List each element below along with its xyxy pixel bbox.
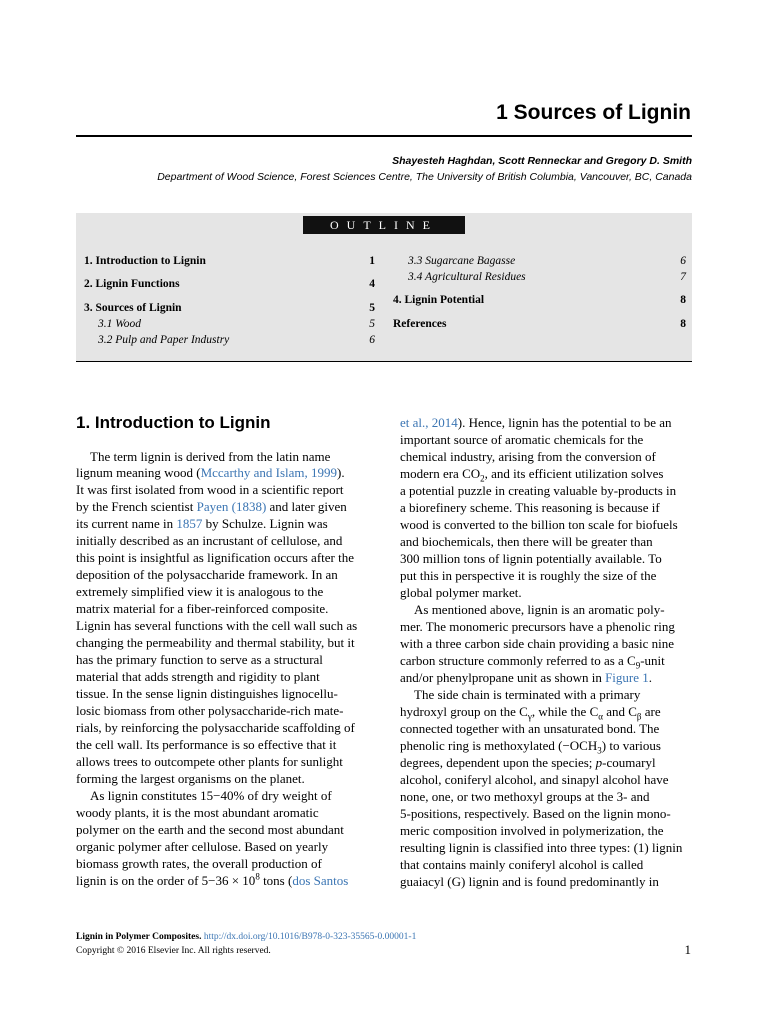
body-line: As lignin constitutes 15−40% of dry weight of bbox=[90, 788, 332, 803]
body-line: chemical industry, arising from the conversion of bbox=[400, 449, 656, 464]
copyright: Copyright © 2016 Elsevier Inc. All rights reserved. bbox=[76, 946, 271, 956]
outline-box bbox=[76, 213, 692, 362]
body-line: tissue. In the sense lignin distinguishes lignocellu- bbox=[76, 686, 338, 701]
outline-item[interactable]: 4. Lignin Potential bbox=[393, 294, 485, 306]
citation-link[interactable]: et al., 2014 bbox=[400, 415, 458, 430]
body-line: The term lignin is derived from the latin name bbox=[90, 449, 331, 464]
outline-page: 6 bbox=[369, 334, 375, 346]
body-line: meric composition involved in polymerization, the bbox=[400, 823, 664, 838]
figure-link[interactable]: Figure 1 bbox=[605, 670, 649, 685]
outline-item[interactable]: 3. Sources of Lignin bbox=[84, 302, 182, 314]
outline-page: 8 bbox=[680, 318, 686, 330]
outline-page: 1 bbox=[369, 255, 375, 267]
body-line: et al., 2014). Hence, lignin has the potential to be an bbox=[400, 415, 672, 430]
body-line: organic polymer after cellulose. Based on yearly bbox=[76, 839, 329, 854]
citation-link[interactable]: dos Santos bbox=[292, 873, 349, 888]
outline-label: OUTLINE bbox=[303, 216, 465, 234]
body-line: degrees, dependent upon the species; p-coumaryl bbox=[400, 755, 656, 770]
body-line: mer. The monomeric precursors have a phenolic ring bbox=[400, 619, 675, 634]
body-line: rials, by reinforcing the polysaccharide scaffolding of bbox=[76, 720, 355, 735]
body-line: the cell wall. Its performance is so effective that it bbox=[76, 737, 337, 752]
body-line: has the primary function to serve as a structural bbox=[76, 652, 323, 667]
authors: Shayesteh Haghdan, Scott Renneckar and Gregory D. Smith bbox=[392, 155, 692, 167]
body-line: changing the permeability and thermal stability, but it bbox=[76, 635, 355, 650]
outline-item[interactable]: References bbox=[393, 318, 447, 330]
body-line: alcohol, coniferyl alcohol, and sinapyl alcohol have bbox=[400, 772, 669, 787]
section-heading: 1. Introduction to Lignin bbox=[76, 413, 271, 432]
page-number: 1 bbox=[684, 942, 691, 957]
body-line: global polymer market. bbox=[400, 585, 522, 600]
outline-page: 6 bbox=[680, 255, 686, 267]
body-line: wood is converted to the billion ton scale for biofuels bbox=[400, 517, 678, 532]
body-line: by the French scientist Payen (1838) and later given bbox=[76, 499, 347, 514]
body-line: allows trees to outcompete other plants for sunlight bbox=[76, 754, 343, 769]
outline-page: 7 bbox=[680, 271, 686, 283]
body-line: forming the largest organisms on the planet. bbox=[76, 771, 305, 786]
affiliation: Department of Wood Science, Forest Sciences Centre, The University of British Columbia, Vancouver, BC, Canada bbox=[157, 171, 692, 183]
doi-link[interactable]: http://dx.doi.org/10.1016/B978-0-323-35565-0.00001-1 bbox=[203, 932, 417, 942]
body-line: a biorefinery scheme. This reasoning is because if bbox=[400, 500, 660, 515]
body-line: biomass growth rates, the overall production of bbox=[76, 856, 322, 871]
outline-item[interactable]: 1. Introduction to Lignin bbox=[84, 255, 206, 267]
body-line: and/or phenylpropane unit as shown in Figure 1. bbox=[400, 670, 653, 685]
outline-item[interactable]: 2. Lignin Functions bbox=[84, 278, 180, 290]
outline-subitem[interactable]: 3.4 Agricultural Residues bbox=[408, 271, 526, 283]
body-line: carbon structure commonly referred to as a $C_9$-unit bbox=[400, 653, 665, 671]
body-line: woody plants, it is the most abundant aromatic bbox=[76, 805, 319, 820]
body-line: 5-positions, respectively. Based on the lignin mono- bbox=[400, 806, 671, 821]
body-line: initially described as an incrustant of cellulose, and bbox=[76, 533, 343, 548]
body-line: Lignin has several functions with the cell wall such as bbox=[76, 618, 358, 633]
body-line: losic biomass from other polysaccharide-rich mate- bbox=[76, 703, 344, 718]
body-line: put this in perspective it is roughly the size of the bbox=[400, 568, 657, 583]
citation-link[interactable]: Payen (1838) bbox=[196, 499, 267, 514]
footer-journal: Lignin in Polymer Composites. http://dx.doi.org/10.1016/B978-0-323-35565-0.00001-1 bbox=[76, 932, 417, 942]
outline-subitem[interactable]: 3.3 Sugarcane Bagasse bbox=[408, 255, 516, 267]
body-line: It was first isolated from wood in a scientific report bbox=[76, 482, 344, 497]
body-line: a potential puzzle in creating valuable by-products in bbox=[400, 483, 677, 498]
outline-page: 5 bbox=[369, 318, 375, 330]
body-line: As mentioned above, lignin is an aromatic poly- bbox=[414, 602, 665, 617]
body-line: this point is insightful as lignification occurs after the bbox=[76, 550, 355, 565]
outline-page: 8 bbox=[680, 294, 686, 306]
outline-subitem[interactable]: 3.2 Pulp and Paper Industry bbox=[98, 334, 230, 346]
outline-page: 4 bbox=[369, 278, 375, 290]
body-line: lignum meaning wood (Mccarthy and Islam, 1999). bbox=[76, 465, 345, 480]
body-line: deposition of the polysaccharide framework. In an bbox=[76, 567, 338, 582]
body-line: none, one, or two methoxyl groups at the 3- and bbox=[400, 789, 650, 804]
body-line: modern era $CO_2$, and its efficient utilization solves bbox=[400, 466, 664, 484]
body-line: 300 million tons of lignin potentially available. To bbox=[400, 551, 662, 566]
title-rule bbox=[76, 135, 692, 137]
body-line: important source of aromatic chemicals for the bbox=[400, 432, 644, 447]
body-line: its current name in 1857 by Schulze. Lignin was bbox=[76, 516, 328, 531]
body-line: lignin is on the order of $5-36 \times 10^8$ tons (dos Santos bbox=[76, 871, 349, 888]
body-line: that contains mainly coniferyl alcohol is called bbox=[400, 857, 644, 872]
body-line: connected together with an unsaturated bond. The bbox=[400, 721, 660, 736]
body-line: guaiacyl (G) lignin and is found predominantly in bbox=[400, 874, 659, 889]
body-line: phenolic ring is methoxylated $(-OCH_3)$ to various bbox=[400, 738, 661, 756]
body-line: and biochemicals, then there will be greater than bbox=[400, 534, 653, 549]
body-line: extremely simplified view it is analogous to the bbox=[76, 584, 324, 599]
chapter-title: 1 Sources of Lignin bbox=[496, 101, 691, 124]
body-line: matrix material for a fiber-reinforced composite. bbox=[76, 601, 329, 616]
body-line: hydroxyl group on the $C_\gamma$, while the $C_\alpha$ and $C_\beta$ are bbox=[400, 704, 661, 722]
citation-link[interactable]: 1857 bbox=[176, 516, 203, 531]
body-line: material that adds strength and rigidity to plant bbox=[76, 669, 320, 684]
outline-subitem[interactable]: 3.1 Wood bbox=[98, 318, 142, 330]
body-line: The side chain is terminated with a primary bbox=[414, 687, 641, 702]
body-line: polymer on the earth and the second most abundant bbox=[76, 822, 344, 837]
outline-page: 5 bbox=[369, 302, 375, 314]
body-line: resulting lignin is classified into three types: (1) lignin bbox=[400, 840, 683, 855]
body-line: with a three carbon side chain providing a basic nine bbox=[400, 636, 674, 651]
citation-link[interactable]: Mccarthy and Islam, 1999 bbox=[200, 465, 338, 480]
